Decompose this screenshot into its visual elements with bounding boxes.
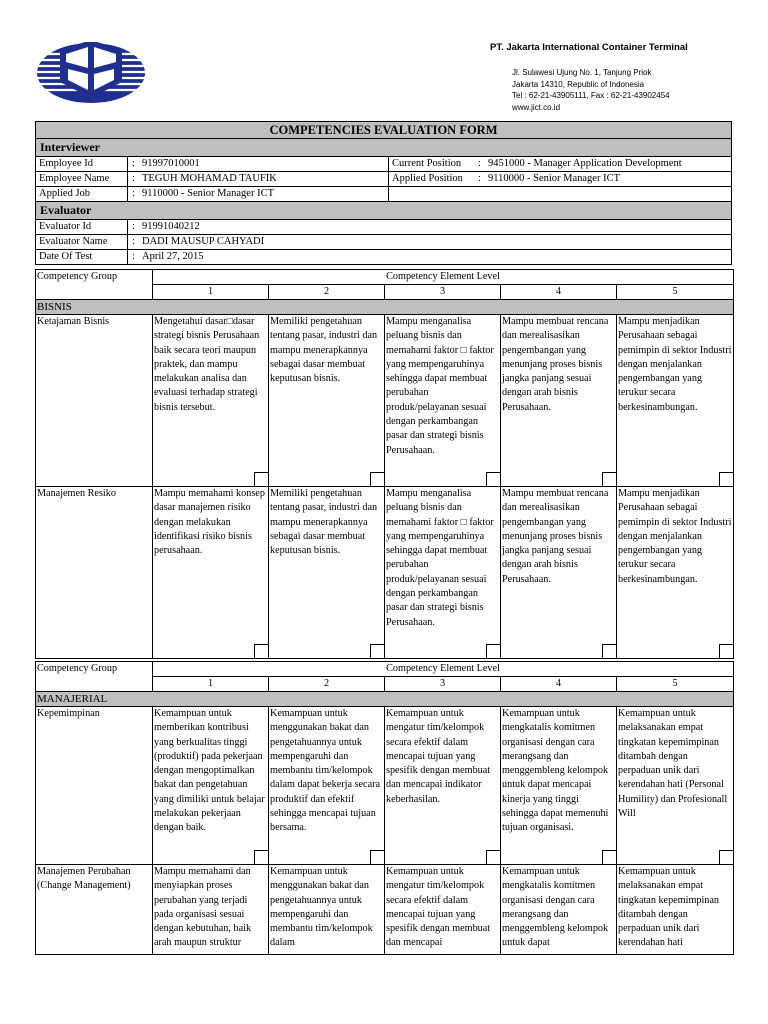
- applied-job-label: Applied Job: [36, 187, 128, 201]
- date-of-test-label: Date Of Test: [36, 250, 128, 264]
- info-row: [35, 220, 732, 235]
- info-row: [35, 172, 732, 187]
- employee-name-label: Employee Name: [36, 172, 128, 186]
- level-3-description: Mampu menganalisa peluang bisnis dan memahami faktor □ faktor yang mempengaruhinya sehingga dapat membuat perubahan produk/pelayanan sesuai dengan perkambangan pasar dan strategi bisnis Perusahaan.: [385, 487, 501, 659]
- competency-group-header: Competency Group: [36, 662, 153, 692]
- jict-logo: [36, 42, 146, 104]
- date-of-test-value: April 27, 2015: [142, 251, 204, 262]
- manajerial-competency-table: [35, 661, 734, 955]
- level-5-header: 5: [617, 677, 734, 692]
- level-3-description: Kemampuan untuk mengatur tim/kelompok secara efektif dalam mencapai tujuan yang spesifik dengan membuat dan mencapai indikator keberhasilan.: [385, 707, 501, 865]
- level-5-description: Kemampuan untuk melaksanakan empat tingkatan kepemimpinan ditambah dengan perpaduan unik dari kerendahan hati: [617, 865, 734, 955]
- competency-row: [36, 865, 734, 955]
- level-checkbox[interactable]: [370, 850, 385, 865]
- info-row: [35, 235, 732, 250]
- colon: :: [478, 158, 481, 169]
- current-position-label: Current Position: [388, 157, 478, 171]
- info-row: [35, 187, 732, 202]
- colon: :: [132, 188, 135, 199]
- level-checkbox[interactable]: [254, 644, 269, 659]
- level-5-description: Mampu menjadikan Perusahaan sebagai pemimpin di sektor Industri dengan menjalankan pengembangan yang terukur secara berkesinambungan.: [617, 487, 734, 659]
- level-checkbox[interactable]: [719, 472, 734, 487]
- level-5-description: Mampu menjadikan Perusahaan sebagai pemimpin di sektor Industri dengan menjalankan pengembangan yang terukur secara berkesinambungan.: [617, 315, 734, 487]
- level-5-header: 5: [617, 285, 734, 300]
- applied-position-label: Applied Position: [388, 172, 478, 186]
- address-line: www.jict.co.id: [512, 102, 561, 112]
- colon: :: [132, 251, 135, 262]
- level-checkbox[interactable]: [486, 644, 501, 659]
- info-row: [35, 157, 732, 172]
- level-4-description: Kemampuan untuk mengkatalis komitmen organisasi dengan cara merangsang dan menggembleng kelompok untuk dapat mencapai kinerja yang tinggi sehingga dapat memenuhi tujuan organisasi.: [501, 707, 617, 865]
- level-4-description: Mampu membuat rencana dan merealisasikan pengembangan yang menunjang proses bisnis jangka panjang sesuai dengan arah bisnis Perusahaan.: [501, 315, 617, 487]
- applied-position-value: 9110000 - Senior Manager ICT: [488, 173, 620, 184]
- level-checkbox[interactable]: [602, 850, 617, 865]
- competency-row: [36, 315, 734, 487]
- colon: :: [478, 173, 481, 184]
- bisnis-competency-table: [35, 269, 734, 659]
- level-1-header: 1: [153, 677, 269, 692]
- address-line: Tel : 62-21-43905111, Fax : 62-21-43902454: [512, 91, 670, 100]
- applied-job-value: 9110000 - Senior Manager ICT: [142, 188, 274, 199]
- competency-group-header: Competency Group: [36, 270, 153, 300]
- level-3-header: 3: [385, 285, 501, 300]
- level-1-description: Mengetahui dasar□dasar strategi bisnis Perusahaan baik secara teori maupun praktek, dan mampu melakukan analisa dan evaluasi terhadap strategi bisnis tersebut.: [153, 315, 269, 487]
- level-4-description: Kemampuan untuk mengkatalis komitmen organisasi dengan cara merangsang dan menggembleng kelompok untuk dapat: [501, 865, 617, 955]
- level-3-header: 3: [385, 677, 501, 692]
- colon: :: [132, 173, 135, 184]
- address-line: Jakarta 14310, Republic of Indonesia: [512, 79, 645, 89]
- competency-name: Manajemen Resiko: [36, 487, 153, 659]
- level-checkbox[interactable]: [254, 850, 269, 865]
- level-checkbox[interactable]: [486, 472, 501, 487]
- address-line: Jl. Sulawesi Ujung No. 1, Tanjung Priok: [512, 68, 652, 77]
- evaluator-name-value: DADI MAUSUP CAHYADI: [142, 236, 265, 247]
- level-checkbox[interactable]: [370, 644, 385, 659]
- level-checkbox[interactable]: [602, 644, 617, 659]
- group-manajerial: MANAJERIAL: [36, 692, 734, 707]
- employee-name-value: TEGUH MOHAMAD TAUFIK: [142, 173, 277, 184]
- colon: :: [132, 158, 135, 169]
- competency-name: Ketajaman Bisnis: [36, 315, 153, 487]
- employee-id-label: Employee Id: [36, 157, 128, 171]
- evaluator-id-label: Evaluator Id: [36, 220, 128, 234]
- interviewer-heading: Interviewer: [35, 139, 732, 157]
- company-name: PT. Jakarta International Container Terminal: [490, 42, 688, 53]
- level-2-description: Kemampuan untuk menggunakan bakat dan pengetahuannya untuk mempengaruhi dan membantu tim/kelompok dalam: [269, 865, 385, 955]
- current-position-value: 9451000 - Manager Application Development: [488, 158, 682, 169]
- level-checkbox[interactable]: [602, 472, 617, 487]
- form-title: COMPETENCIES EVALUATION FORM: [35, 121, 732, 139]
- level-1-description: Mampu memahami dan menyiapkan proses perubahan yang terjadi pada organisasi sesuai dengan kebutuhan, baik arah maupun struktur: [153, 865, 269, 955]
- info-row: [35, 250, 732, 265]
- evaluator-name-label: Evaluator Name: [36, 235, 128, 249]
- level-2-description: Kemampuan untuk menggunakan bakat dan pengetahuannya untuk mempengaruhi dan membantu tim/kelompok dalam dapat bekerja secara produktif dan efektif sehingga mencapai tujuan bersama.: [269, 707, 385, 865]
- level-4-header: 4: [501, 677, 617, 692]
- competency-row: [36, 707, 734, 865]
- level-4-header: 4: [501, 285, 617, 300]
- level-2-description: Memiliki pengetahuan tentang pasar, industri dan mampu menerapkannya sebagai dasar membuat keputusan bisnis.: [269, 315, 385, 487]
- evaluator-heading: Evaluator: [35, 202, 732, 220]
- level-1-header: 1: [153, 285, 269, 300]
- level-2-header: 2: [269, 285, 385, 300]
- level-2-header: 2: [269, 677, 385, 692]
- level-checkbox[interactable]: [254, 472, 269, 487]
- level-checkbox[interactable]: [486, 850, 501, 865]
- employee-id-value: 91997010001: [142, 158, 200, 169]
- level-1-description: Kemampuan untuk memberikan kontribusi yang berkualitas tinggi (produktif) pada pekerjaan dengan mengoptimalkan bakat dan pengetahuan yang dimiliki untuk belajar melakukan pekerjaan dengan baik.: [153, 707, 269, 865]
- level-checkbox[interactable]: [719, 850, 734, 865]
- competency-name: Manajemen Perubahan (Change Management): [36, 865, 153, 955]
- colon: :: [132, 236, 135, 247]
- competency-row: [36, 487, 734, 659]
- colon: :: [132, 221, 135, 232]
- competency-element-level-header: Competency Element Level: [153, 270, 734, 285]
- evaluator-id-value: 91991040212: [142, 221, 200, 232]
- group-bisnis: BISNIS: [36, 300, 734, 315]
- competency-element-level-header: Competency Element Level: [153, 662, 734, 677]
- level-checkbox[interactable]: [719, 644, 734, 659]
- competency-name: Kepemimpinan: [36, 707, 153, 865]
- level-checkbox[interactable]: [370, 472, 385, 487]
- level-4-description: Mampu membuat rencana dan merealisasikan pengembangan yang menunjang proses bisnis jangka panjang sesuai dengan arah bisnis Perusahaan.: [501, 487, 617, 659]
- level-3-description: Mampu menganalisa peluang bisnis dan memahami faktor □ faktor yang mempengaruhinya sehingga dapat membuat perubahan produk/pelayanan sesuai dengan perkambangan pasar dan strategi bisnis Perusahaan.: [385, 315, 501, 487]
- level-2-description: Memiliki pengetahuan tentang pasar, industri dan mampu menerapkannya sebagai dasar membuat keputusan bisnis.: [269, 487, 385, 659]
- level-1-description: Mampu memahami konsep dasar manajemen risiko dengan melakukan identifikasi risiko bisnis perusahaan.: [153, 487, 269, 659]
- evaluation-info: [35, 121, 732, 265]
- company-address: [512, 67, 670, 113]
- level-5-description: Kemampuan untuk melaksanakan empat tingkatan kepemimpinan ditambah dengan perpaduan unik dari kerendahan hati (Personal Humility) dan Profesionall Will: [617, 707, 734, 865]
- level-3-description: Kemampuan untuk mengatur tim/kelompok secara efektif dalam mencapai tujuan yang spesifik dengan membuat dan mencapai: [385, 865, 501, 955]
